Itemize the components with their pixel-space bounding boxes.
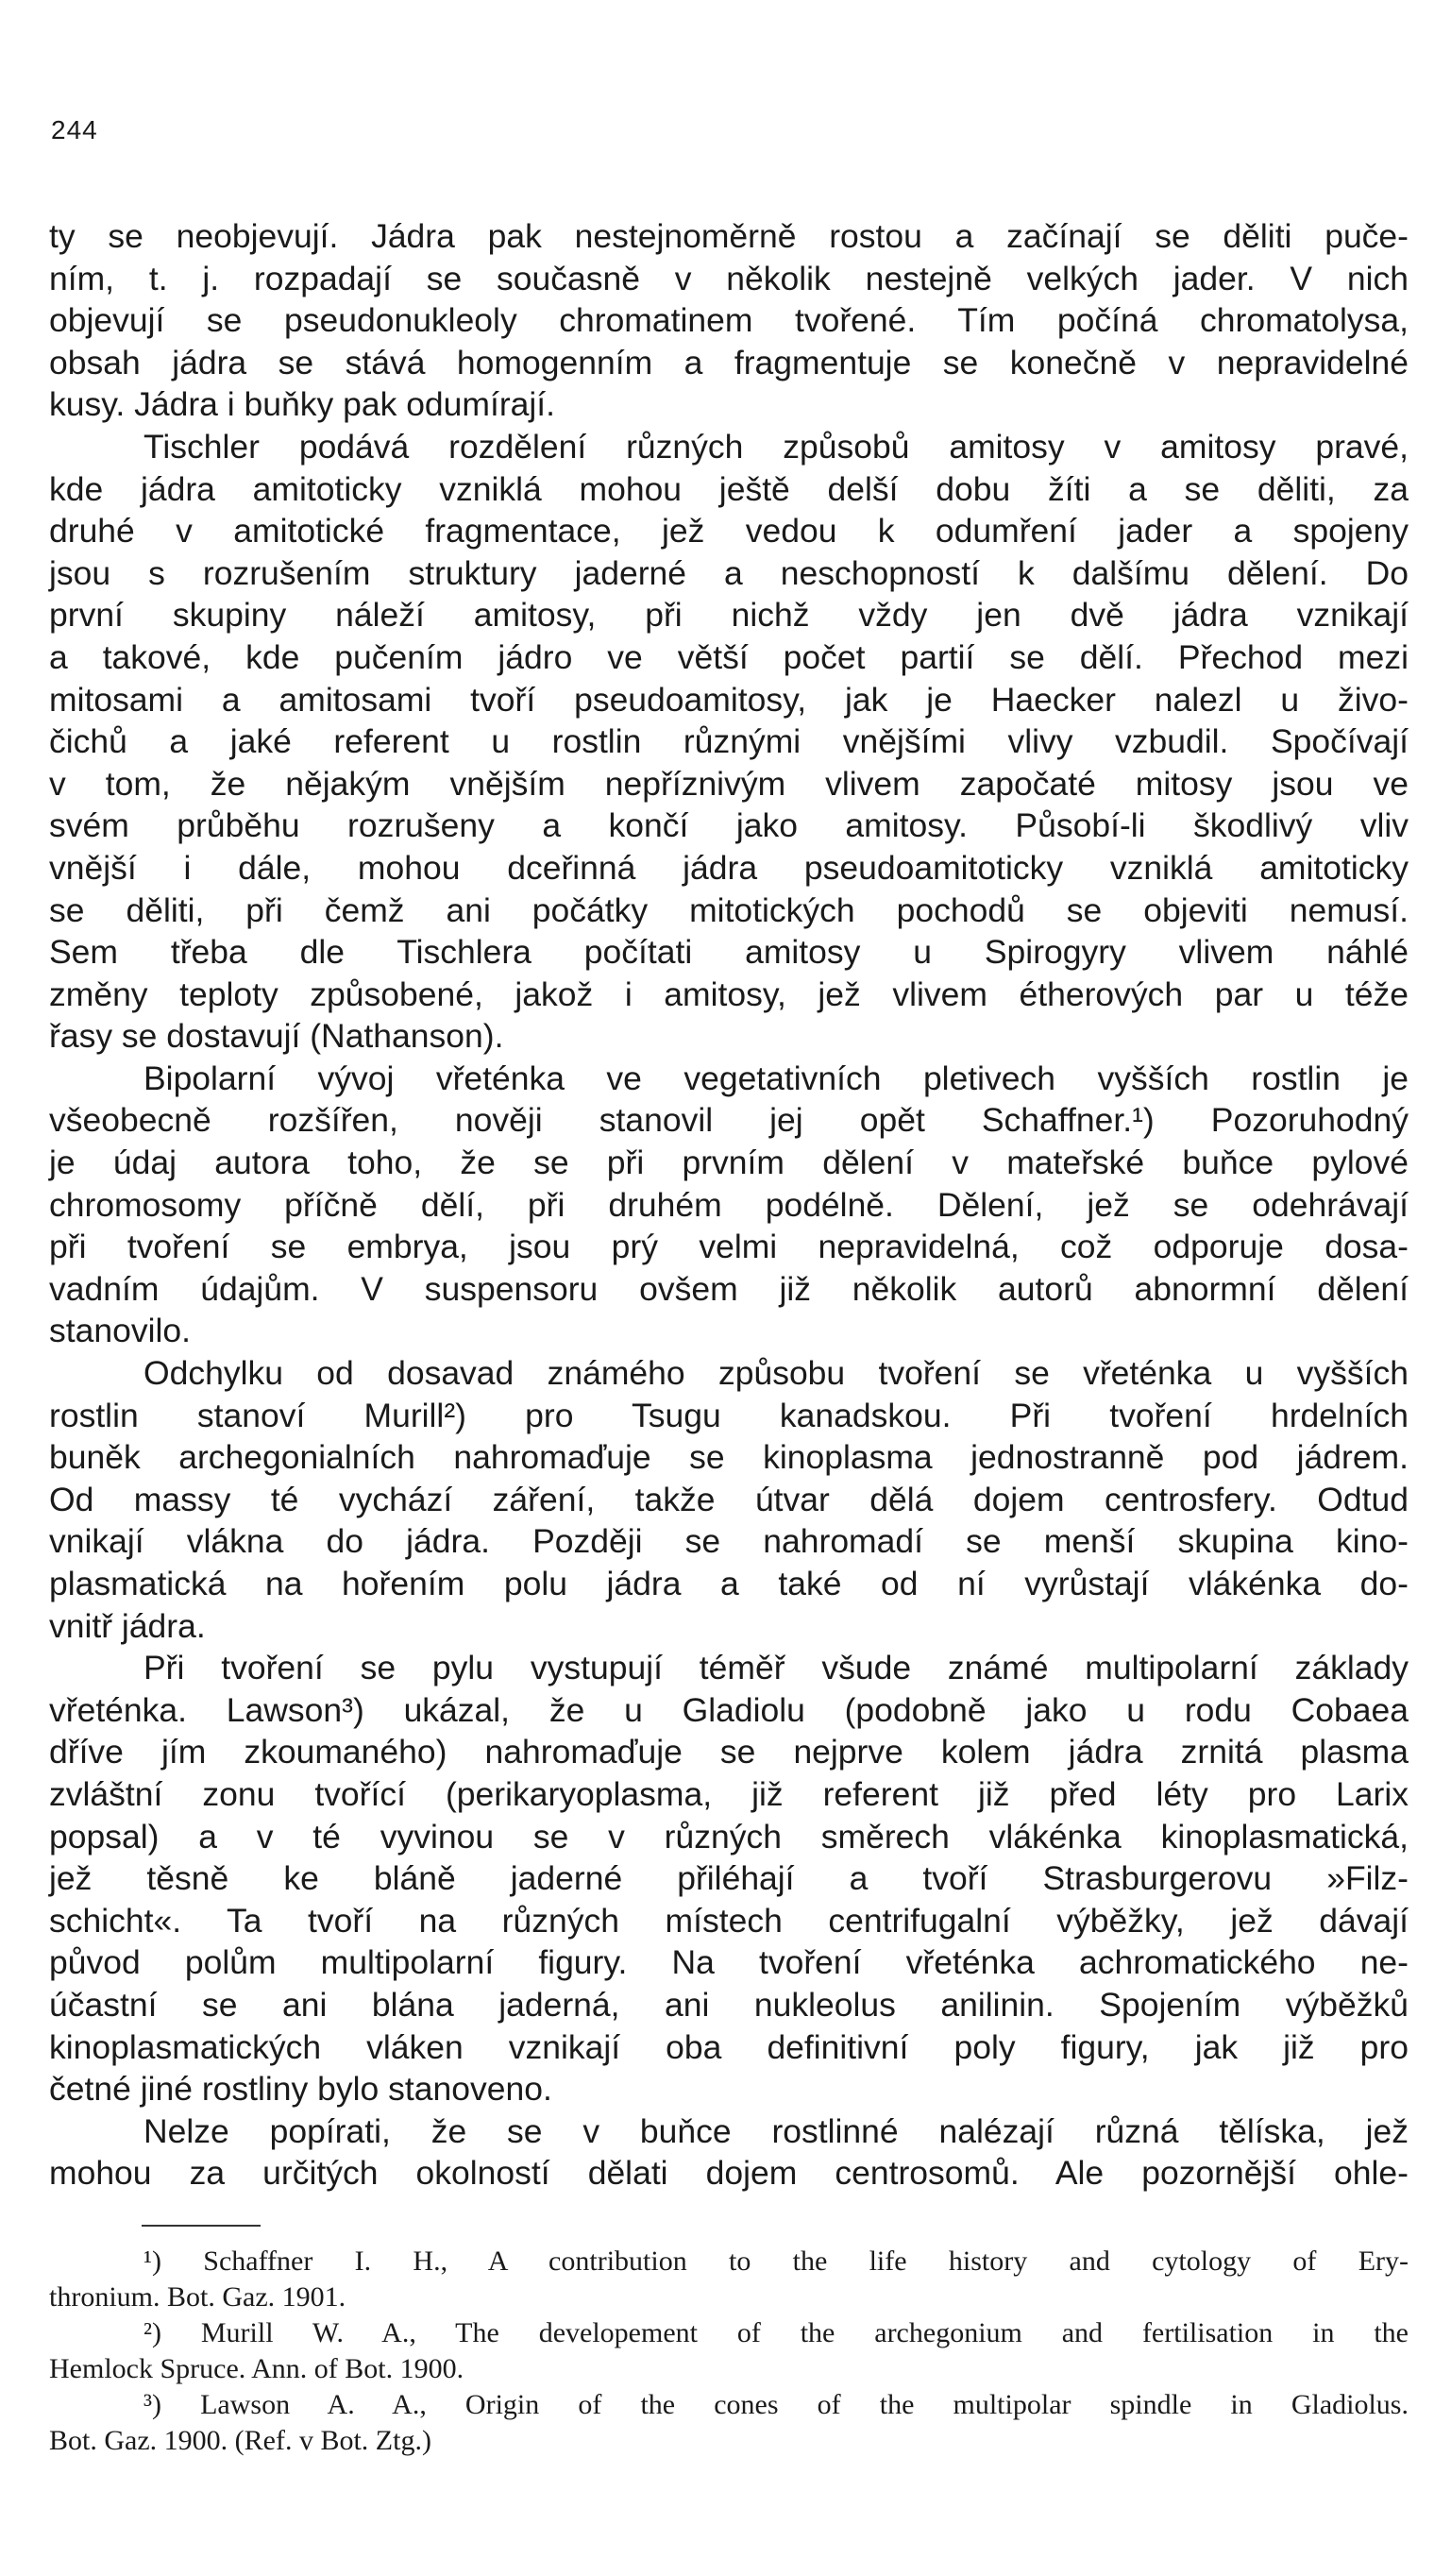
text-line: jsou s rozrušením struktury jaderné a neschopností k dalšímu dělení. Do	[49, 553, 1409, 592]
body-text	[49, 215, 1409, 2195]
text-line: jež těsně ke bláně jaderné přiléhají a tvoří Strasburgerovu »Filz-	[49, 1859, 1409, 1898]
footnote-divider	[142, 2225, 261, 2227]
text-line: kinoplasmatických vláken vznikají oba definitivní poly figury, jak již pro	[49, 2027, 1409, 2066]
text-line: při tvoření se embrya, jsou prý velmi nepravidelná, což odporuje dosa-	[49, 1228, 1409, 1266]
text-line: kusy. Jádra i buňky pak odumírají.	[49, 385, 556, 424]
text-line: rostlin stanoví Murill²) pro Tsugu kanadskou. Při tvoření hrdelních	[49, 1396, 1409, 1434]
text-line: vnitř jádra.	[49, 1606, 206, 1645]
text-line: druhé v amitotické fragmentace, jež vedou k odumření jader a spojeny	[49, 512, 1409, 551]
text-line: je údaj autora toho, že se při prvním dělení v mateřské buňce pylové	[49, 1144, 1409, 1182]
text-line: a takové, kde pučením jádro ve větší počet partií se dělí. Přechod mezi	[49, 637, 1409, 676]
text-line: vnikají vlákna do jádra. Později se nahromadí se menší skupina kino-	[49, 1522, 1409, 1561]
text-line: schicht«. Ta tvoří na různých místech centrifugalní výběžky, jež dávají	[49, 1901, 1409, 1940]
text-line: první skupiny náleží amitosy, při nichž vždy jen dvě jádra vznikají	[49, 596, 1409, 635]
text-line: obsah jádra se stává homogenním a fragmentuje se konečně v nepravidelné	[49, 343, 1409, 381]
text-line: změny teploty způsobené, jakož i amitosy, jež vlivem étherových par u téže	[49, 974, 1409, 1013]
text-line: vřeténka. Lawson³) ukázal, že u Gladiolu (podobně jako u rodu Cobaea	[49, 1690, 1409, 1729]
text-line: v tom, že nějakým vnějším nepříznivým vlivem započaté mitosy jsou ve	[49, 764, 1409, 803]
footnote-line: ¹) Schaffner I. H., A contribution to the life history and cytology of Ery-	[143, 2246, 1409, 2277]
footnotes	[49, 2244, 1409, 2459]
footnote-line: ²) Murill W. A., The developement of the archegonium and fertilisation in the	[143, 2317, 1409, 2348]
text-line: plasmatická na hořením polu jádra a také od ní vyrůstají vlákénka do-	[49, 1565, 1409, 1602]
text-line: Od massy té vychází záření, takže útvar dělá dojem centrosfery. Odtud	[49, 1480, 1409, 1518]
text-line: dříve jím zkoumaného) nahromaďuje se nejprve kolem jádra zrnitá plasma	[49, 1733, 1409, 1771]
text-line: stanovilo.	[49, 1312, 191, 1350]
paragraph-start: Nelze popírati, že se v buňce rostlinné nalézají různá tělíska, jež	[143, 2111, 1409, 2150]
text-line: buněk archegonialních nahromaďuje se kinoplasma jednostranně pod jádrem.	[49, 1438, 1409, 1477]
footnote-line: ³) Lawson A. A., Origin of the cones of the multipolar spindle in Gladiolus.	[143, 2389, 1409, 2420]
text-line: ním, t. j. rozpadají se současně v několik nestejně velkých jader. V nich	[49, 259, 1409, 297]
text-line: se děliti, při čemž ani počátky mitotických pochodů se objeviti nemusí.	[49, 890, 1409, 929]
text-line: mitosami a amitosami tvoří pseudoamitosy, jak je Haecker nalezl u živo-	[49, 680, 1409, 719]
text-line: kde jádra amitoticky vzniklá mohou ještě delší dobu žíti a se děliti, za	[49, 469, 1409, 508]
text-line: vadním údajům. V suspensoru ovšem již několik autorů abnormní dělení	[49, 1269, 1409, 1308]
text-line: řasy se dostavují (Nathanson).	[49, 1017, 504, 1056]
text-line: vnější i dále, mohou dceřinná jádra pseudoamitoticky vzniklá amitoticky	[49, 848, 1409, 887]
text-line: ty se neobjevují. Jádra pak nestejnoměrně rostou a začínají se děliti puče-	[49, 217, 1409, 255]
paragraph-start: Bipolarní vývoj vřeténka ve vegetativních pletivech vyšších rostlin je	[143, 1059, 1409, 1097]
text-line: účastní se ani blána jaderná, ani nukleolus anilinin. Spojením výběžků	[49, 1985, 1409, 2024]
footnote-line: thronium. Bot. Gaz. 1901.	[49, 2281, 346, 2313]
page-number: 244	[51, 115, 98, 144]
text-line: čichů a jaké referent u rostlin různými vnějšími vlivy vzbudil. Spočívají	[49, 722, 1409, 761]
text-line: všeobecně rozšířen, nověji stanovil jej opět Schaffner.¹) Pozoruhodný	[49, 1101, 1409, 1140]
paragraph-start: Tischler podává rozdělení různých způsobů amitosy v amitosy pravé,	[143, 427, 1409, 466]
text-line: chromosomy příčně dělí, při druhém podélně. Dělení, jež se odehrávají	[49, 1185, 1409, 1224]
text-line: Sem třeba dle Tischlera počítati amitosy u Spirogyry vlivem náhlé	[49, 933, 1409, 972]
text-line: četné jiné rostliny bylo stanoveno.	[49, 2070, 552, 2109]
text-line: zvláštní zonu tvořící (perikaryoplasma, již referent již před léty pro Larix	[49, 1774, 1409, 1813]
text-line: popsal) a v té vyvinou se v různých směrech vlákénka kinoplasmatická,	[49, 1817, 1409, 1856]
footnote-line: Hemlock Spruce. Ann. of Bot. 1900.	[49, 2353, 464, 2384]
text-line: svém průběhu rozrušeny a končí jako amitosy. Působí-li škodlivý vliv	[49, 806, 1409, 845]
text-line: původ polům multipolarní figury. Na tvoření vřeténka achromatického ne-	[49, 1943, 1409, 1982]
footnote-line: Bot. Gaz. 1900. (Ref. v Bot. Ztg.)	[49, 2425, 431, 2456]
paragraph-start: Odchylku od dosavad známého způsobu tvoření se vřeténka u vyšších	[143, 1354, 1409, 1393]
paragraph-start: Při tvoření se pylu vystupují téměř všude známé multipolarní základy	[143, 1649, 1409, 1687]
text-line: objevují se pseudonukleoly chromatinem tvořené. Tím počíná chromatolysa,	[49, 301, 1409, 340]
text-line: mohou za určitých okolností dělati dojem centrosomů. Ale pozornější ohle-	[49, 2154, 1409, 2193]
